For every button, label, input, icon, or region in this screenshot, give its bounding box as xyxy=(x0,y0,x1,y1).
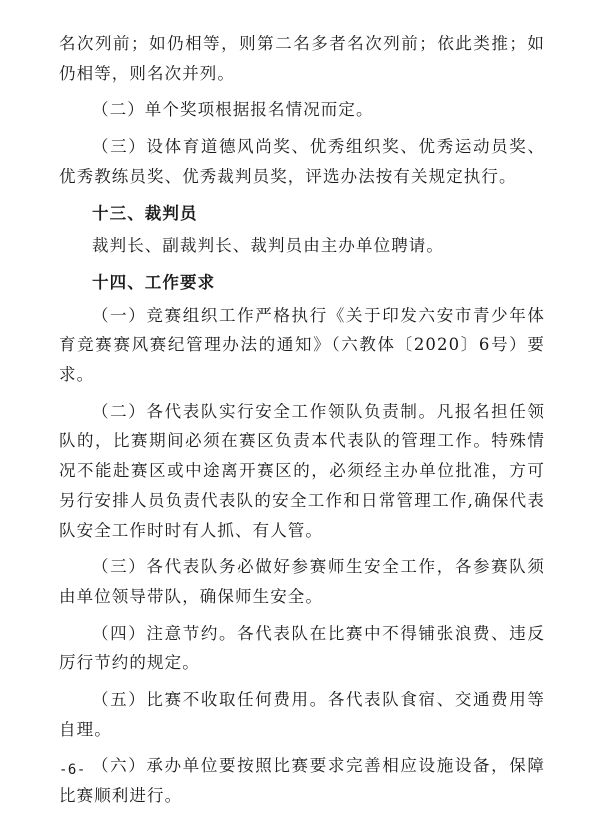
paragraph-award-3: （三）设体育道德风尚奖、优秀组织奖、优秀运动员奖、优秀教练员奖、优秀裁判员奖，评选办法按有关规定执行。 xyxy=(59,137,545,186)
paragraph-requirement-4: （四）注意节约。各代表队在比赛中不得铺张浪费、违反厉行节约的规定。 xyxy=(59,623,545,673)
paragraph-referees: 裁判长、副裁判长、裁判员由主办单位聘请。 xyxy=(92,236,444,256)
paragraph-ranking-rule: 名次列前；如仍相等，则第二名多者名次列前；依此类推；如仍相等，则名次并列。 xyxy=(59,34,545,83)
section-heading-referees: 十三、裁判员 xyxy=(92,203,198,223)
page-number: -6- xyxy=(59,762,86,778)
document-body xyxy=(59,29,545,818)
paragraph-award-2: （二）单个奖项根据报名情况而定。 xyxy=(92,100,374,120)
paragraph-requirement-3: （三）各代表队务必做好参赛师生安全工作，各参赛队须由单位领导带队，确保师生安全。 xyxy=(59,557,545,606)
paragraph-requirement-6: （六）承办单位要按照比赛要求完善相应设施设备，保障比赛顺利进行。 xyxy=(59,756,545,806)
paragraph-requirement-2: （二）各代表队实行安全工作领队负责制。凡报名担任领队的，比赛期间必须在赛区负责本代表队的管理工作。特殊情况不能赴赛区或中途离开赛区的，必须经主办单位批准，方可另行安排人员负责代表队的安全工作和日常管理工作,确保代表队安全工作时时有人抓、有人管。 xyxy=(59,401,545,540)
section-heading-work-requirements: 十四、工作要求 xyxy=(92,272,216,292)
paragraph-requirement-5: （五）比赛不收取任何费用。各代表队食宿、交通费用等自理。 xyxy=(59,690,545,739)
paragraph-requirement-1: （一）竞赛组织工作严格执行《关于印发六安市青少年体育竞赛赛风赛纪管理办法的通知》（六教体〔2020〕6号）要求。 xyxy=(59,305,545,385)
